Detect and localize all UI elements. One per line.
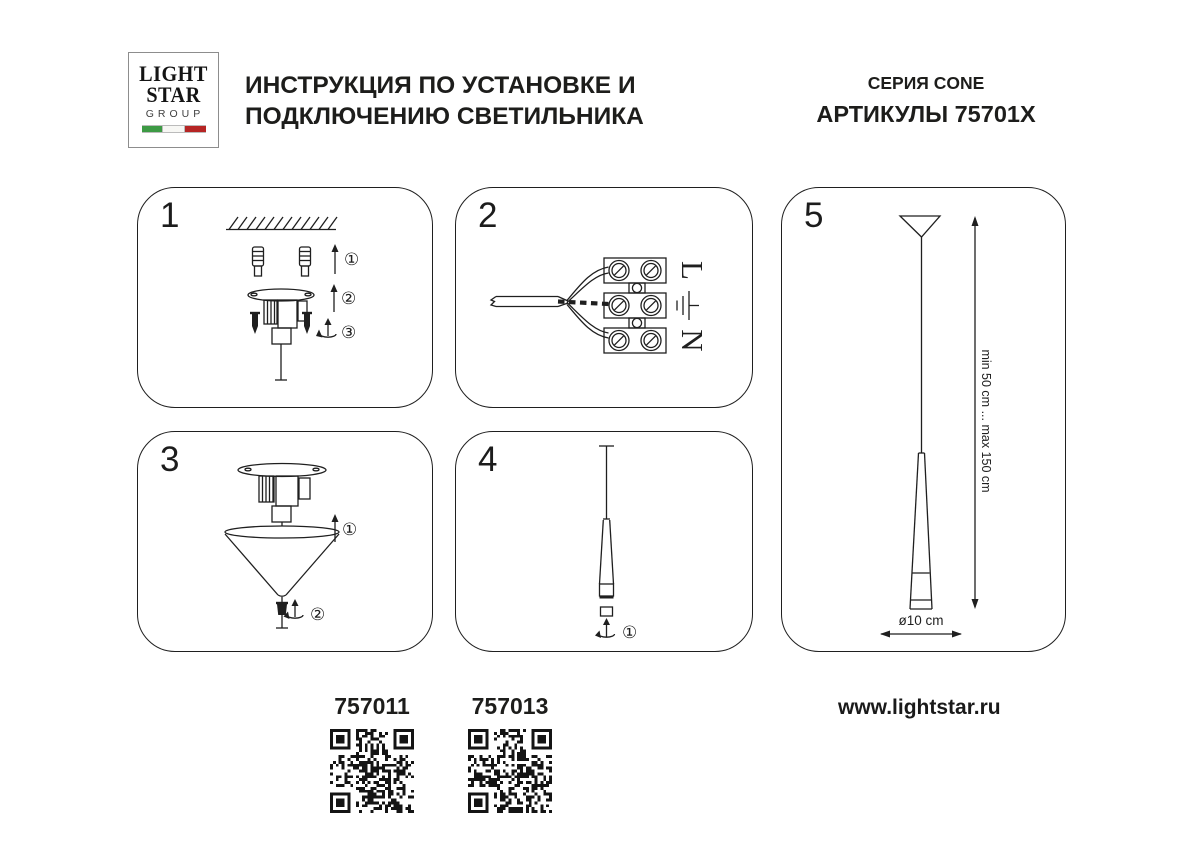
diameter-dimension-arrow bbox=[880, 631, 962, 638]
wires bbox=[558, 267, 609, 338]
step-3-panel bbox=[137, 431, 433, 652]
terminal-block bbox=[604, 258, 666, 353]
page-title bbox=[245, 70, 644, 132]
step-2-drawing bbox=[456, 188, 754, 409]
pendant-lamp bbox=[900, 216, 940, 609]
flag-white-segment bbox=[162, 126, 185, 132]
step-5-number: 5 bbox=[804, 196, 824, 235]
website-url: www.lightstar.ru bbox=[838, 696, 1001, 719]
step-4-panel bbox=[455, 431, 753, 652]
step-4-number: 4 bbox=[478, 440, 498, 479]
logo-text-group: GROUP bbox=[145, 108, 205, 120]
cone-shade bbox=[225, 526, 339, 596]
callout-1: ① bbox=[342, 520, 358, 540]
articles-label: АРТИКУЛЫ 75701X bbox=[816, 101, 1036, 127]
step-5-drawing bbox=[782, 188, 1067, 653]
step-3-number: 3 bbox=[160, 440, 180, 479]
ground-icon bbox=[677, 291, 699, 320]
callout-1: ① bbox=[622, 623, 638, 643]
article-number-1: 757011 bbox=[334, 693, 410, 719]
terminal-label-neutral: N bbox=[675, 329, 710, 352]
callout-3: ③ bbox=[341, 323, 357, 343]
callout-2: ② bbox=[341, 289, 357, 309]
screw-icon bbox=[250, 313, 312, 334]
up-arrow-icon bbox=[332, 244, 339, 274]
series-label: СЕРИЯ CONE bbox=[867, 73, 985, 93]
up-arrow-icon bbox=[331, 284, 338, 312]
step-1-panel bbox=[137, 187, 433, 408]
ceiling-plate bbox=[248, 289, 314, 380]
flag-red-segment bbox=[185, 126, 206, 132]
step-2-number: 2 bbox=[478, 196, 498, 235]
step-2-panel bbox=[455, 187, 753, 408]
diffuser-cap bbox=[601, 607, 613, 616]
mains-cable bbox=[491, 297, 568, 307]
step-5-panel bbox=[781, 187, 1066, 652]
logo-text-light: LIGHT bbox=[139, 61, 208, 86]
step-1-number: 1 bbox=[160, 196, 180, 235]
step-1-drawing bbox=[138, 188, 434, 409]
callout-1: ① bbox=[344, 250, 360, 270]
pendant-cone bbox=[599, 446, 614, 599]
title-line-1: ИНСТРУКЦИЯ ПО УСТАНОВКЕ И bbox=[245, 72, 636, 99]
callout-2: ② bbox=[310, 605, 326, 625]
qr-code-757013 bbox=[468, 729, 552, 813]
flag-green-segment bbox=[142, 126, 163, 132]
product-header bbox=[781, 73, 1071, 128]
diameter-label: ø10 cm bbox=[898, 613, 944, 628]
height-range-label: min 50 cm ... max 150 cm bbox=[979, 349, 993, 493]
logo-text-star: STAR bbox=[146, 82, 201, 107]
up-arrow-icon bbox=[332, 514, 339, 542]
cord-grip bbox=[276, 597, 288, 628]
qr-code-757011 bbox=[330, 729, 414, 813]
terminal-label-line: L bbox=[675, 261, 710, 280]
step-4-drawing bbox=[456, 432, 754, 653]
step-3-drawing bbox=[138, 432, 434, 653]
wall-anchor-icon bbox=[253, 247, 311, 276]
article-number-2: 757013 bbox=[471, 693, 549, 719]
italy-flag-icon bbox=[142, 125, 206, 133]
height-dimension-arrow bbox=[972, 216, 979, 609]
rotate-arrow-icon bbox=[595, 618, 615, 638]
ceiling-plate bbox=[238, 464, 326, 527]
rotate-arrow-icon bbox=[316, 318, 336, 338]
ceiling-hatch bbox=[226, 217, 337, 230]
title-line-2: ПОДКЛЮЧЕНИЮ СВЕТИЛЬНИКА bbox=[245, 103, 644, 130]
lightstar-logo bbox=[128, 52, 219, 148]
